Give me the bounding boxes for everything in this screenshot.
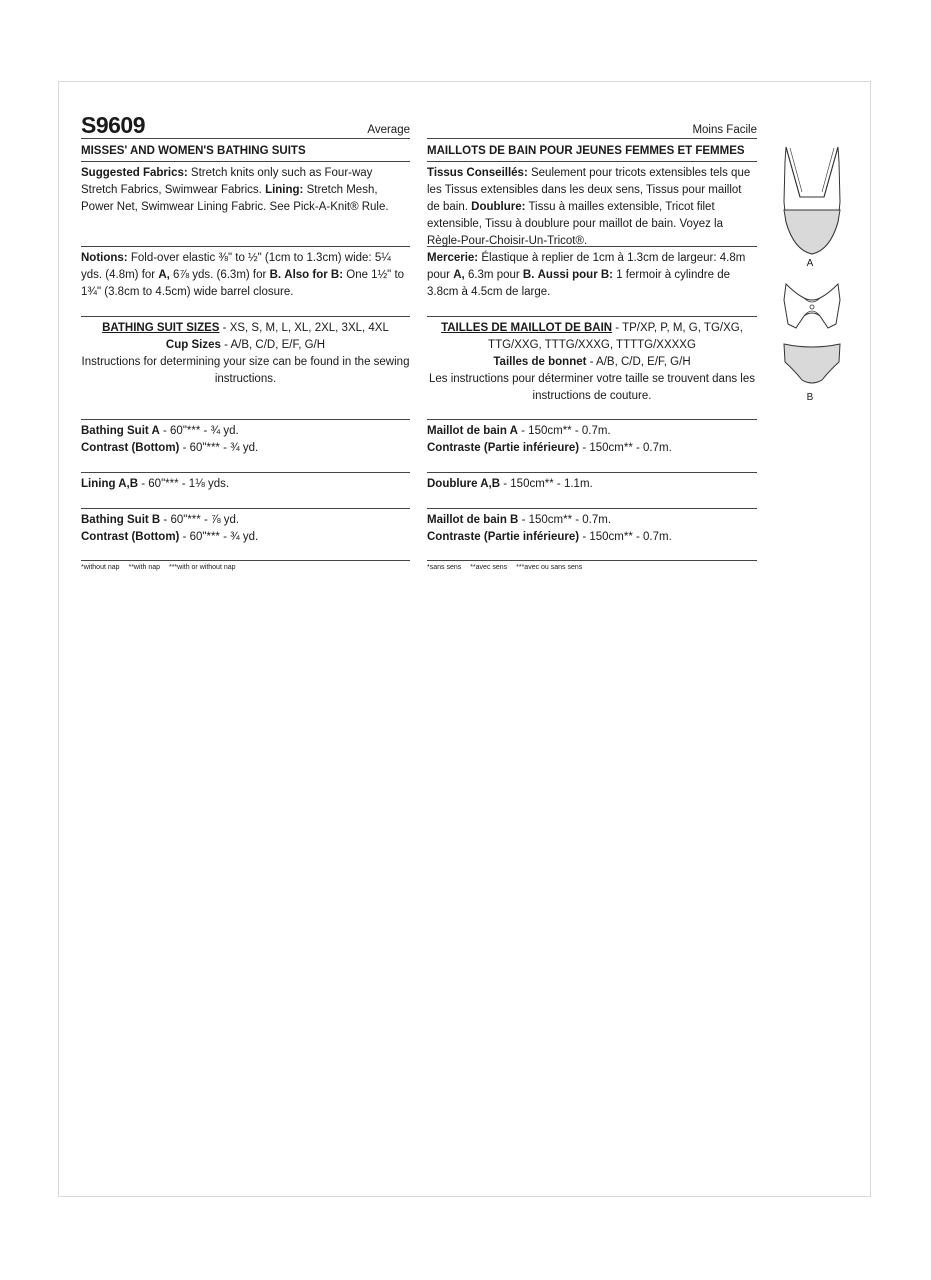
yardage-label: Maillot de bain A <box>427 425 518 437</box>
view-a-ref: A, <box>453 269 465 281</box>
yardage-row <box>427 512 757 529</box>
view-b-ref: B. <box>269 269 282 281</box>
header-row <box>427 112 757 138</box>
sizes-section <box>81 317 410 419</box>
yardage-row <box>81 423 410 440</box>
bathing-suit-b-top-illustration <box>782 280 842 332</box>
yardage-a-section <box>427 420 757 472</box>
footnote: *sans sens <box>427 564 462 571</box>
notions-text-b: 6⅞ yds. (6.3m) for <box>173 269 267 281</box>
view-a-ref: A, <box>158 269 170 281</box>
header-row <box>81 112 410 138</box>
lining-fabric-text: Stretch Mesh, Power Net, Swimwear Lining Fabric. See Pick-A-Knit® Rule. <box>81 184 389 213</box>
fabrics-label: Suggested Fabrics: <box>81 167 188 179</box>
size-note: Instructions for determining your size can be found in the sewing instructions. <box>81 356 410 385</box>
yardage-label: Bathing Suit B <box>81 514 161 526</box>
footnote: **avec sens <box>470 564 508 571</box>
yardage-row <box>81 440 410 457</box>
yardage-row <box>81 512 410 529</box>
notions-label: Mercerie: <box>427 252 479 264</box>
lining-value: - 150cm** - 1.1m. <box>503 478 593 490</box>
difficulty-level: Moins Facile <box>692 124 757 136</box>
sizes-values: - TP/XP, P, M, G, TG/XG, TTG/XXG, TTTG/XXXG, TTTTG/XXXXG <box>488 322 743 351</box>
fabrics-label: Tissus Conseillés: <box>427 167 528 179</box>
yardage-label: Maillot de bain B <box>427 514 519 526</box>
yardage-row <box>427 423 757 440</box>
also-for-b-label: Aussi pour B: <box>537 269 614 281</box>
view-b-ref: B. <box>522 269 535 281</box>
lining-yardage-section <box>81 473 410 508</box>
yardage-row <box>427 440 757 457</box>
pattern-title: MAILLOTS DE BAIN POUR JEUNES FEMMES ET FEMMES <box>427 145 745 157</box>
bathing-suit-b-bottom-illustration <box>782 340 842 388</box>
notions-label: Notions: <box>81 252 128 264</box>
yardage-value: - 150cm** - 0.7m. <box>582 442 672 454</box>
footnote: ***avec ou sans sens <box>516 564 583 571</box>
yardage-value: - 60"*** - ¾ yd. <box>182 531 259 543</box>
notions-section <box>81 247 410 316</box>
yardage-label: Contrast (Bottom) <box>81 531 180 543</box>
bathing-suit-a-illustration <box>778 142 846 257</box>
footnote: ***with or without nap <box>168 564 236 571</box>
yardage-value: - 150cm** - 0.7m. <box>521 514 612 526</box>
sizes-label: BATHING SUIT SIZES <box>102 322 220 334</box>
yardage-label: Bathing Suit A <box>81 425 160 437</box>
yardage-label: Contraste (Partie inférieure) <box>427 531 580 543</box>
notions-text: Élastique à replier de 1cm à 1.3cm de largeur: 4.8m pour <box>427 252 746 281</box>
lining-label: Lining A,B <box>81 478 139 490</box>
yardage-b-section <box>427 509 757 560</box>
lining-value: - 60"*** - 1⅛ yds. <box>141 478 230 490</box>
pattern-number: S9609 <box>81 112 146 138</box>
lining-label: Doublure A,B <box>427 478 501 490</box>
yardage-label: Contraste (Partie inférieure) <box>427 442 580 454</box>
notions-text-c: One 1½" to 1¾" (3.8cm to 4.5cm) wide barrel closure. <box>81 269 405 298</box>
notions-text-b: 6.3m pour <box>467 269 520 281</box>
footnotes <box>81 561 410 572</box>
yardage-a-section <box>81 420 410 472</box>
fabrics-section <box>427 162 757 246</box>
yardage-b-section <box>81 509 410 560</box>
french-column <box>427 112 757 572</box>
fabrics-text: Stretch knits only such as Four-way Stretch Fabrics, Swimwear Fabrics. <box>81 167 373 196</box>
yardage-value: - 60"*** - ¾ yd. <box>163 425 239 437</box>
also-for-b-label: Also for B: <box>284 269 344 281</box>
footnote: **with nap <box>128 564 161 571</box>
yardage-value: - 150cm** - 0.7m. <box>521 425 611 437</box>
yardage-label: Contrast (Bottom) <box>81 442 180 454</box>
sizes-label: TAILLES DE MAILLOT DE BAIN <box>441 322 613 334</box>
yardage-value: - 150cm** - 0.7m. <box>582 531 672 543</box>
sizes-section <box>427 317 757 419</box>
footnote: *without nap <box>81 564 120 571</box>
cup-sizes-label: Tailles de bonnet <box>493 356 587 368</box>
difficulty-level: Average <box>367 124 410 136</box>
pattern-title: MISSES' AND WOMEN'S BATHING SUITS <box>81 145 306 157</box>
yardage-row <box>427 529 757 546</box>
cup-sizes-label: Cup Sizes <box>165 339 221 351</box>
fabrics-section <box>81 162 410 246</box>
lining-fabric-label: Doublure: <box>471 201 526 213</box>
cup-sizes-values: - A/B, C/D, E/F, G/H <box>589 356 691 368</box>
yardage-value: - 60"*** - ¾ yd. <box>182 442 259 454</box>
footnotes <box>427 561 757 572</box>
size-note: Les instructions pour déterminer votre taille se trouvent dans les instructions de couture. <box>429 373 755 402</box>
notions-text: Fold-over elastic ⅜" to ½" (1cm to 1.3cm) wide: 5¼ yds. (4.8m) for <box>81 252 391 281</box>
yardage-value: - 60"*** - ⅞ yd. <box>163 514 240 526</box>
lining-fabric-label: Lining: <box>265 184 304 196</box>
view-b-label: B <box>806 392 814 403</box>
fabrics-text: Seulement pour tricots extensibles tels que les Tissus extensibles dans les deux sens, Tissus pour maillot de bain. <box>427 167 751 213</box>
sizes-values: - XS, S, M, L, XL, 2XL, 3XL, 4XL <box>222 322 389 334</box>
yardage-row <box>81 529 410 546</box>
lining-yardage-section <box>427 473 757 508</box>
notions-text-c: 1 fermoir à cylindre de 3.8cm à 4.5cm de large. <box>427 269 730 298</box>
english-column <box>81 112 410 572</box>
view-a-label: A <box>806 258 814 269</box>
lining-fabric-text: Tissu à mailles extensible, Tricot filet extensible, Tissu à doublure pour maillot de bain. Voyez la Règle-Pour-Choisir-Un-Tricot®. <box>427 201 723 247</box>
cup-sizes-values: - A/B, C/D, E/F, G/H <box>224 339 326 351</box>
notions-section <box>427 247 757 316</box>
